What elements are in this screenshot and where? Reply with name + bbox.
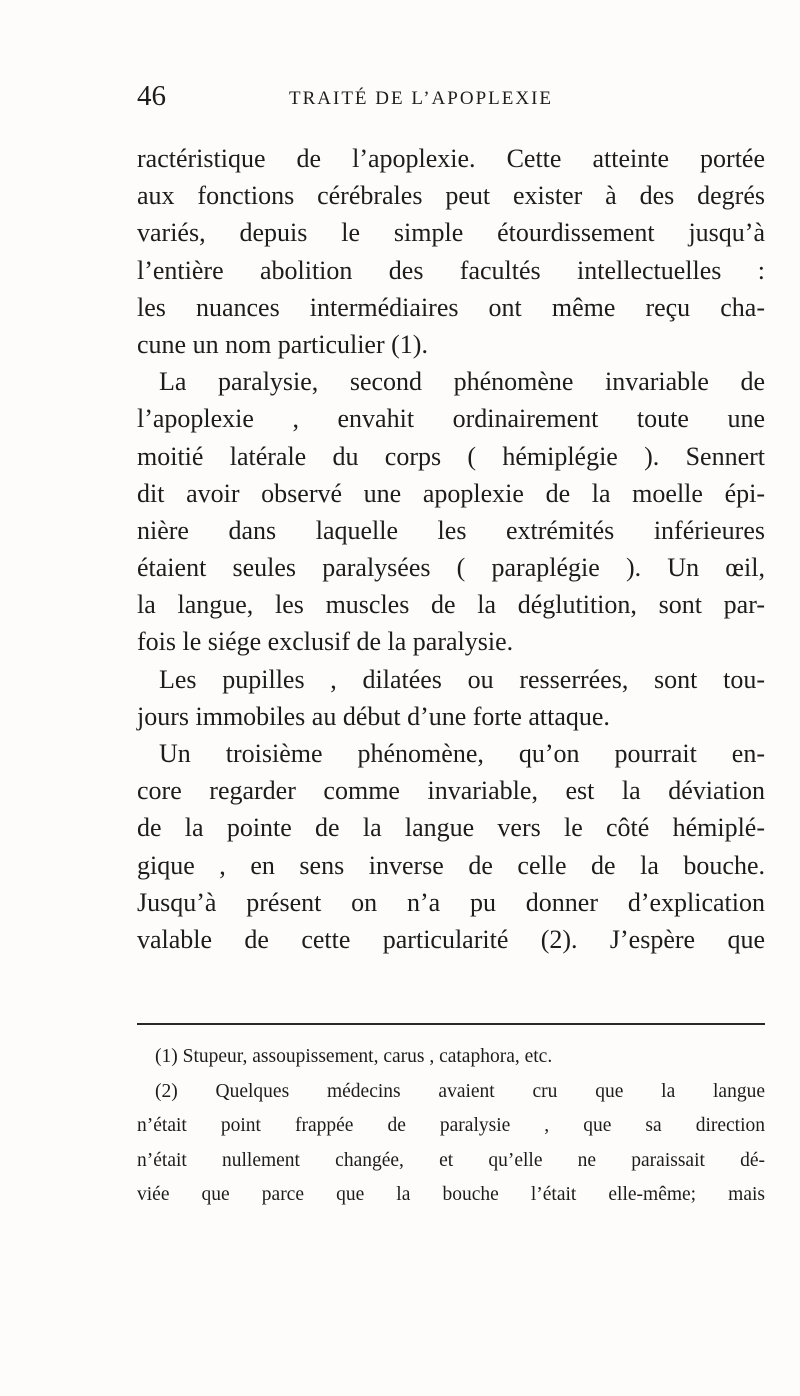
text-line: Un troisième phénomène, qu’on pourrait en- — [159, 739, 765, 768]
text-line: les nuances intermédiaires ont même reçu cha- — [137, 292, 765, 322]
text-line: nière dans laquelle les extrémités inférieures — [137, 515, 765, 545]
text-line: gique , en sens inverse de celle de la bouche. — [137, 850, 765, 880]
footnote-line: (1) Stupeur, assoupissement, carus , cataphora, etc. — [155, 1046, 553, 1067]
footnotes — [137, 1040, 765, 1213]
text-line: La paralysie, second phénomène invariable de — [159, 367, 765, 397]
page-header — [137, 80, 677, 120]
footnote-line: (2) Quelques médecins avaient cru que la langue — [155, 1080, 765, 1102]
text-line: valable de cette particularité (2). J’espère que — [137, 924, 765, 954]
text-line: l’apoplexie , envahit ordinairement toute une — [137, 404, 765, 434]
text-line: dit avoir observé une apoplexie de la moelle épi- — [137, 478, 765, 508]
running-title: TRAITÉ DE L’APOPLEXIE — [289, 88, 553, 109]
main-text — [137, 140, 765, 958]
text-line: Jusqu’à présent on n’a pu donner d’explication — [137, 887, 765, 917]
text-line: cune un nom particulier (1). — [137, 329, 428, 359]
text-line: aux fonctions cérébrales peut exister à des degrés — [137, 181, 765, 211]
text-line: étaient seules paralysées ( paraplégie ). Un œil, — [137, 553, 765, 583]
text-line: de la pointe de la langue vers le côté hémiplé- — [137, 813, 765, 843]
page-number: 46 — [137, 80, 166, 112]
text-line: la langue, les muscles de la déglutition, sont par- — [137, 590, 765, 620]
footnote-line: n’était nullement changée, et qu’elle ne paraissait dé- — [137, 1149, 765, 1171]
footnote-separator — [137, 1023, 765, 1025]
text-line: ractéristique de l’apoplexie. Cette atteinte portée — [137, 144, 765, 173]
text-line: fois le siége exclusif de la paralysie. — [137, 627, 514, 657]
text-line: jours immobiles au début d’une forte attaque. — [137, 701, 610, 731]
text-line: variés, depuis le simple étourdissement jusqu’à — [137, 218, 765, 248]
footnote-line: viée que parce que la bouche l’était elle-même; mais — [137, 1184, 765, 1205]
text-line: Les pupilles , dilatées ou resserrées, sont tou- — [159, 664, 765, 694]
footnote-line: n’était point frappée de paralysie , que sa direction — [137, 1115, 765, 1136]
text-line: moitié latérale du corps ( hémiplégie ). Sennert — [137, 441, 765, 471]
text-line: core regarder comme invariable, est la déviation — [137, 776, 765, 806]
text-line: l’entière abolition des facultés intellectuelles : — [137, 255, 765, 285]
